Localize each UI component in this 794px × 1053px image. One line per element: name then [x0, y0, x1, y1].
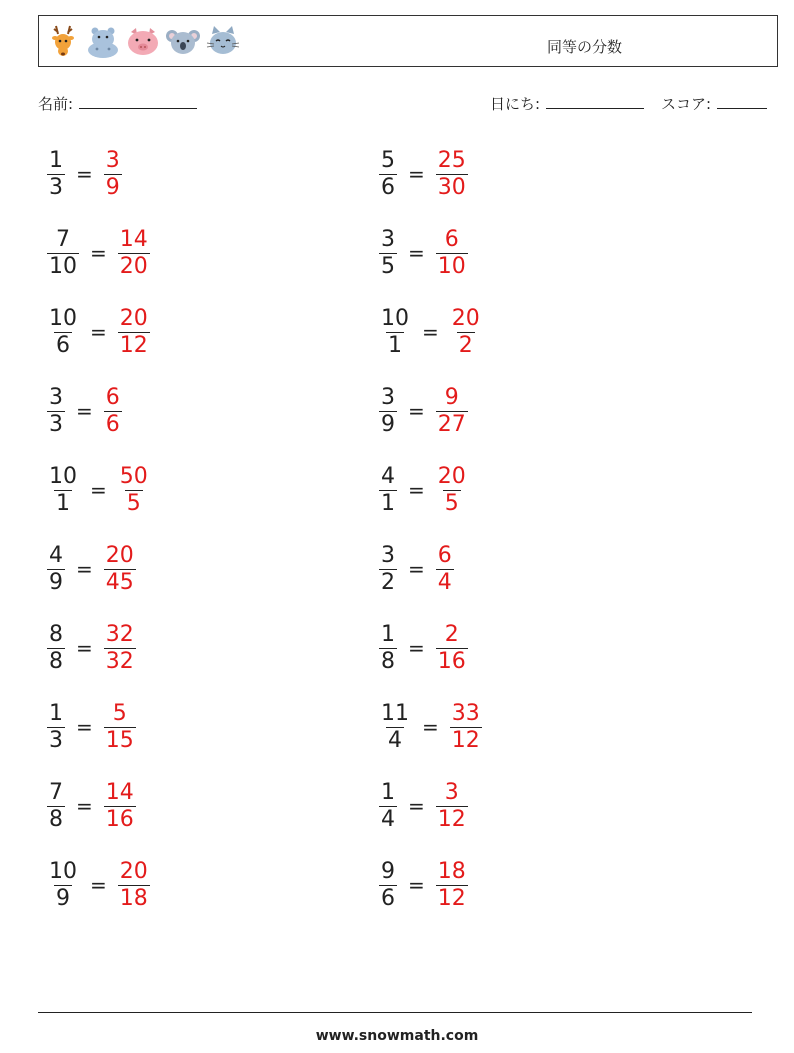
answer-fraction	[433, 464, 471, 517]
answer-denominator: 4	[437, 569, 452, 595]
numerator: 1	[49, 700, 63, 726]
answer-numerator: 20	[119, 858, 148, 884]
problem-item	[376, 300, 485, 364]
answer-fraction	[433, 148, 471, 201]
answer-numerator: 20	[451, 305, 480, 331]
footer-divider	[38, 1012, 752, 1013]
answer-fraction	[101, 543, 139, 596]
given-fraction	[44, 148, 68, 201]
score-blank[interactable]	[717, 94, 767, 109]
equals-sign: =	[408, 873, 425, 897]
given-fraction	[44, 622, 68, 675]
equals-sign: =	[408, 241, 425, 265]
equals-sign: =	[76, 399, 93, 423]
koala-icon	[165, 22, 201, 60]
given-fraction	[44, 306, 82, 359]
numerator: 7	[56, 226, 70, 252]
problem-item	[376, 142, 471, 206]
given-fraction	[376, 227, 400, 280]
answer-denominator: 16	[437, 648, 466, 674]
equals-sign: =	[408, 557, 425, 581]
answer-fraction	[433, 227, 471, 280]
denominator: 4	[381, 806, 395, 832]
problem-item	[44, 300, 153, 364]
given-fraction	[44, 464, 82, 517]
answer-fraction	[101, 780, 139, 833]
equals-sign: =	[90, 478, 107, 502]
equals-sign: =	[408, 162, 425, 186]
equals-sign: =	[76, 794, 93, 818]
answer-fraction	[101, 701, 139, 754]
header-box	[38, 15, 778, 67]
cat-icon	[205, 22, 241, 60]
denominator: 6	[381, 174, 395, 200]
given-fraction	[376, 780, 400, 833]
numerator: 3	[49, 384, 63, 410]
given-fraction	[376, 701, 414, 754]
denominator: 9	[56, 885, 70, 911]
answer-denominator: 32	[105, 648, 134, 674]
denominator: 8	[381, 648, 395, 674]
problem-item	[44, 695, 139, 759]
numerator: 5	[381, 147, 395, 173]
answer-numerator: 14	[119, 226, 148, 252]
given-fraction	[376, 148, 400, 201]
score-label: スコア:	[661, 95, 712, 113]
given-fraction	[376, 385, 400, 438]
answer-fraction	[115, 227, 153, 280]
numerator: 10	[49, 305, 77, 331]
hippo-icon	[85, 22, 121, 60]
answer-numerator: 18	[437, 858, 466, 884]
given-fraction	[376, 859, 400, 912]
denominator: 9	[49, 569, 63, 595]
answer-fraction	[433, 622, 471, 675]
denominator: 1	[56, 490, 70, 516]
problem-item	[376, 853, 471, 917]
problem-item	[44, 774, 139, 838]
name-field	[38, 93, 197, 114]
answer-fraction	[433, 780, 471, 833]
problem-item	[44, 853, 153, 917]
name-label: 名前:	[38, 95, 74, 113]
answer-numerator: 6	[437, 542, 452, 568]
denominator: 10	[49, 253, 77, 279]
numerator: 8	[49, 621, 63, 647]
answer-numerator: 20	[437, 463, 466, 489]
problem-item	[44, 537, 139, 601]
answer-fraction	[115, 464, 153, 517]
date-label: 日にち:	[490, 95, 541, 113]
problem-item	[376, 221, 471, 285]
answer-denominator: 16	[105, 806, 134, 832]
denominator: 8	[49, 806, 63, 832]
problem-item	[44, 221, 153, 285]
name-blank[interactable]	[79, 94, 197, 109]
answer-denominator: 18	[119, 885, 148, 911]
answer-denominator: 12	[119, 332, 148, 358]
given-fraction	[376, 306, 414, 359]
denominator: 2	[381, 569, 395, 595]
problem-item	[376, 616, 471, 680]
numerator: 4	[381, 463, 395, 489]
numerator: 3	[381, 542, 395, 568]
problem-item	[44, 379, 125, 443]
denominator: 3	[49, 174, 63, 200]
answer-fraction	[101, 385, 125, 438]
deer-icon	[45, 22, 81, 60]
answer-denominator: 30	[437, 174, 466, 200]
numerator: 4	[49, 542, 63, 568]
date-blank[interactable]	[546, 94, 644, 109]
pig-icon	[125, 22, 161, 60]
answer-numerator: 5	[112, 700, 127, 726]
answer-numerator: 9	[444, 384, 459, 410]
answer-numerator: 32	[105, 621, 134, 647]
given-fraction	[376, 464, 400, 517]
answer-fraction	[115, 859, 153, 912]
denominator: 8	[49, 648, 63, 674]
date-field	[490, 93, 644, 114]
answer-numerator: 2	[444, 621, 459, 647]
equals-sign: =	[76, 162, 93, 186]
problem-item	[376, 458, 471, 522]
given-fraction	[376, 622, 400, 675]
problem-item	[376, 695, 485, 759]
numerator: 7	[49, 779, 63, 805]
numerator: 11	[381, 700, 409, 726]
equals-sign: =	[408, 794, 425, 818]
equals-sign: =	[76, 557, 93, 581]
answer-fraction	[433, 385, 471, 438]
problem-item	[44, 458, 153, 522]
denominator: 5	[381, 253, 395, 279]
problem-item	[44, 616, 139, 680]
problem-item	[376, 379, 471, 443]
answer-numerator: 20	[105, 542, 134, 568]
answer-denominator: 27	[437, 411, 466, 437]
numerator: 3	[381, 226, 395, 252]
numerator: 1	[381, 779, 395, 805]
denominator: 6	[381, 885, 395, 911]
numerator: 1	[49, 147, 63, 173]
answer-denominator: 12	[451, 727, 480, 753]
answer-numerator: 6	[444, 226, 459, 252]
answer-denominator: 45	[105, 569, 134, 595]
given-fraction	[44, 701, 68, 754]
problem-item	[376, 537, 457, 601]
answer-numerator: 50	[119, 463, 148, 489]
given-fraction	[376, 543, 400, 596]
numerator: 10	[49, 463, 77, 489]
answer-numerator: 33	[451, 700, 480, 726]
numerator: 1	[381, 621, 395, 647]
answer-denominator: 6	[105, 411, 120, 437]
given-fraction	[44, 385, 68, 438]
animal-icons	[45, 22, 241, 60]
answer-fraction	[433, 543, 457, 596]
equals-sign: =	[408, 399, 425, 423]
answer-fraction	[115, 306, 153, 359]
denominator: 1	[388, 332, 402, 358]
denominator: 3	[49, 411, 63, 437]
answer-fraction	[447, 306, 485, 359]
page-title: 同等の分数	[547, 38, 623, 56]
answer-denominator: 20	[119, 253, 148, 279]
denominator: 6	[56, 332, 70, 358]
answer-denominator: 10	[437, 253, 466, 279]
numerator: 10	[381, 305, 409, 331]
equals-sign: =	[422, 320, 439, 344]
answer-numerator: 20	[119, 305, 148, 331]
equals-sign: =	[408, 478, 425, 502]
numerator: 9	[381, 858, 395, 884]
answer-numerator: 3	[105, 147, 120, 173]
answer-fraction	[101, 148, 125, 201]
equals-sign: =	[90, 320, 107, 344]
equals-sign: =	[90, 873, 107, 897]
answer-fraction	[101, 622, 139, 675]
answer-fraction	[433, 859, 471, 912]
answer-numerator: 6	[105, 384, 120, 410]
answer-numerator: 14	[105, 779, 134, 805]
given-fraction	[44, 780, 68, 833]
problem-item	[44, 142, 125, 206]
equals-sign: =	[408, 636, 425, 660]
answer-fraction	[447, 701, 485, 754]
score-field	[661, 93, 767, 114]
given-fraction	[44, 859, 82, 912]
answer-numerator: 25	[437, 147, 466, 173]
answer-numerator: 3	[444, 779, 459, 805]
equals-sign: =	[422, 715, 439, 739]
answer-denominator: 2	[458, 332, 473, 358]
given-fraction	[44, 227, 82, 280]
denominator: 4	[388, 727, 402, 753]
equals-sign: =	[76, 715, 93, 739]
numerator: 3	[381, 384, 395, 410]
problem-item	[376, 774, 471, 838]
answer-denominator: 5	[126, 490, 141, 516]
equals-sign: =	[90, 241, 107, 265]
answer-denominator: 12	[437, 885, 466, 911]
equals-sign: =	[76, 636, 93, 660]
denominator: 3	[49, 727, 63, 753]
numerator: 10	[49, 858, 77, 884]
given-fraction	[44, 543, 68, 596]
answer-denominator: 12	[437, 806, 466, 832]
answer-denominator: 9	[105, 174, 120, 200]
answer-denominator: 5	[444, 490, 459, 516]
denominator: 1	[381, 490, 395, 516]
denominator: 9	[381, 411, 395, 437]
footer-site: www.snowmath.com	[315, 1028, 479, 1044]
answer-denominator: 15	[105, 727, 134, 753]
